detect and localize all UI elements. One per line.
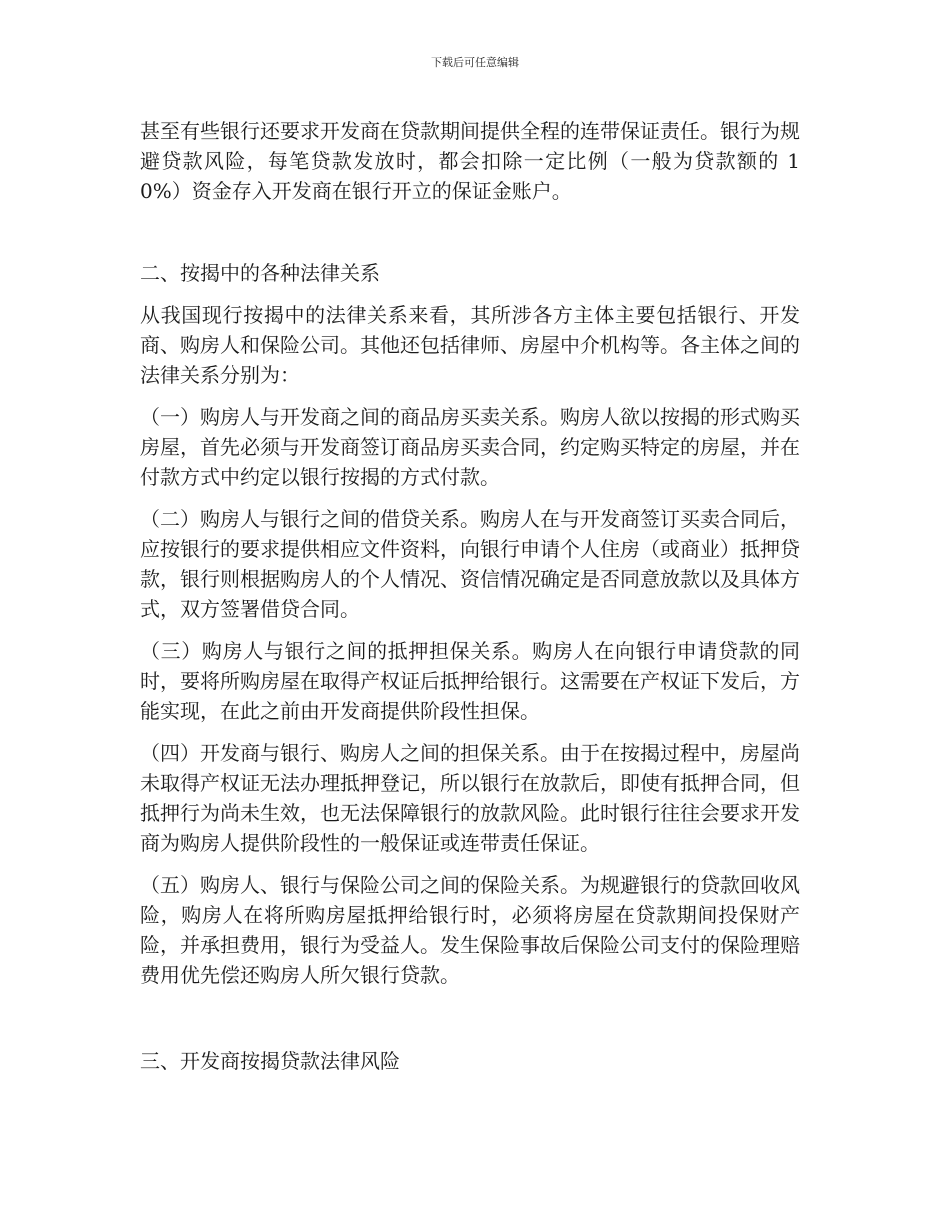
paragraph-guarantee-relation: （四）开发商与银行、购房人之间的担保关系。由于在按揭过程中，房屋尚未取得产权证无法办理抵押登记，所以银行在放款后，即使有抵押合同，但抵押行为尚未生效，也无法保障银行的放款风险。此时银行往往会要求开发商为购房人提供阶段性的一般保证或连带责任保证。 (140, 741, 800, 855)
paragraph-loan-relation: （二）购房人与银行之间的借贷关系。购房人在与开发商签订买卖合同后，应按银行的要求提供相应文件资料，向银行申请个人住房（或商业）抵押贷款，银行则根据购房人的个人情况、资信情况确定是否同意放款以及具体方式，双方签署借贷合同。 (140, 507, 800, 621)
section-heading-legal-risks: 三、开发商按揭贷款法律风险 (140, 1049, 400, 1073)
paragraph-insurance-relation: （五）购房人、银行与保险公司之间的保险关系。为规避银行的贷款回收风险，购房人在将所购房屋抵押给银行时，必须将房屋在贷款期间投保财产险，并承担费用，银行为受益人。发生保险事故后保险公司支付的保险理赔费用优先偿还购房人所欠银行贷款。 (140, 873, 800, 987)
paragraph-sale-relation: （一）购房人与开发商之间的商品房买卖关系。购房人欲以按揭的形式购买房屋，首先必须与开发商签订商品房买卖合同，约定购买特定的房屋，并在付款方式中约定以银行按揭的方式付款。 (140, 405, 800, 489)
section-heading-legal-relations: 二、按揭中的各种法律关系 (140, 261, 380, 285)
document-body (140, 116, 800, 1088)
paragraph-parties-overview: 从我国现行按揭中的法律关系来看，其所涉各方主体主要包括银行、开发商、购房人和保险公司。其他还包括律师、房屋中介机构等。各主体之间的法律关系分别为： (140, 303, 800, 387)
paragraph-guarantee-deposit: 甚至有些银行还要求开发商在贷款期间提供全程的连带保证责任。银行为规避贷款风险，每笔贷款发放时，都会扣除一定比例（一般为贷款额的 10%）资金存入开发商在银行开立的保证金账户。 (140, 119, 800, 203)
paragraph-mortgage-relation: （三）购房人与银行之间的抵押担保关系。购房人在向银行申请贷款的同时，要将所购房屋在取得产权证后抵押给银行。这需要在产权证下发后，方能实现，在此之前由开发商提供阶段性担保。 (140, 639, 800, 723)
page-header-note: 下载后可任意编辑 (431, 56, 519, 69)
